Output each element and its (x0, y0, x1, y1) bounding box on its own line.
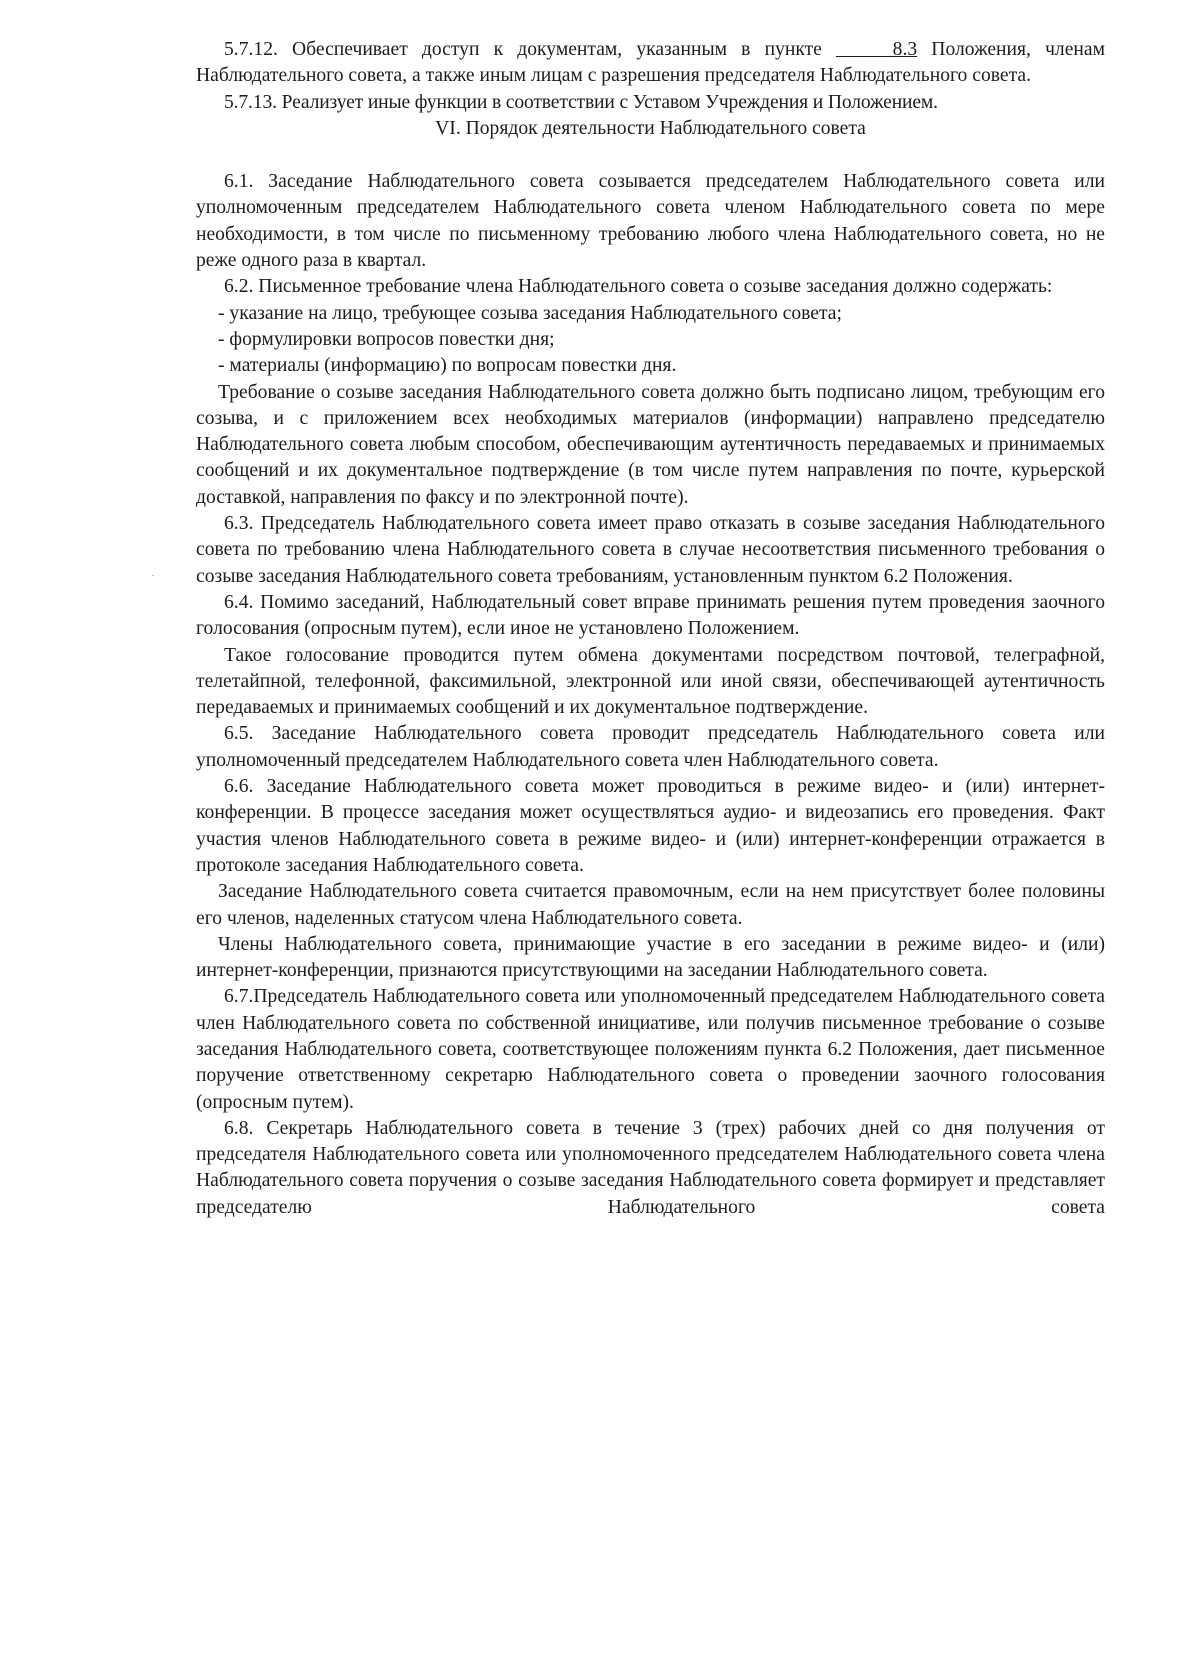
clause-6-2: 6.2. Письменное требование члена Наблюдательного совета о созыве заседания должно содержать: (224, 276, 1053, 298)
reference-blank (836, 39, 893, 60)
scan-speck (152, 575, 154, 576)
clause-reference-number: 8.3 (892, 39, 918, 60)
clause-5-7-12 (196, 37, 1105, 90)
clause-6-4-voting: Такое голосование проводится путем обмена документами посредством почтовой, телеграфной, телетайпной, телефонной, факсимильной, электронной или иной связи, обеспечивающей аутентичность передаваемых и принимаемых сообщений и их документальное подтверждение. (196, 644, 1105, 719)
clause-6-4: 6.4. Помимо заседаний, Наблюдательный совет вправе принимать решения путем проведения заочного голосования (опросным путем), если иное не установлено Положением. (196, 591, 1105, 640)
clause-6-7: 6.7.Председатель Наблюдательного совета или уполномоченный председателем Наблюдательного совета член Наблюдательного совета по собственной инициативе, или получив письменное требование о созыве заседания Наблюдательного совета, соответствующее положениям пункта 6.2 Положения, дает письменное поручение ответственному секретарю Наблюдательного совета о проведении заочного голосования (опросным путем). (196, 986, 1105, 1113)
clause-reference-blank (836, 39, 917, 60)
clause-6-3: 6.3. Председатель Наблюдательного совета имеет право отказать в созыве заседания Наблюдательного совета по требованию члена Наблюдательного совета в случае несоответствия письменного требования о созыве заседания Наблюдательного совета требованиям, установленным пунктом 6.2 Положения. (196, 513, 1105, 587)
clause-6-2-requirement: Требование о созыве заседания Наблюдательного совета должно быть подписано лицом, требующим его созыва, и с приложением всех необходимых материалов (информации) направлено председателю Наблюдательного совета любым способом, обеспечивающим аутентичность передаваемых и принимаемых сообщений и их документальное подтверждение (в том числе путем направления по почте, курьерской доставкой, направления по факсу и по электронной почте). (196, 381, 1105, 508)
clause-6-2-list-item: - указание на лицо, требующее созыва заседания Наблюдательного совета; (218, 302, 842, 324)
clause-6-2-list-item: - материалы (информацию) по вопросам повестки дня. (218, 355, 677, 377)
section-spacer (196, 142, 1105, 169)
clause-6-2-list-item: - формулировки вопросов повестки дня; (218, 328, 555, 350)
clause-6-1: 6.1. Заседание Наблюдательного совета созывается председателем Наблюдательного совета или уполномоченным председателем Наблюдательного совета членом Наблюдательного совета по мере необходимости, в том числе по письменному требованию любого члена Наблюдательного совета, но не реже одного раза в квартал. (196, 171, 1105, 272)
clause-6-8: 6.8. Секретарь Наблюдательного совета в течение 3 (трех) рабочих дней со дня получения от председателя Наблюдательного совета или уполномоченного председателем Наблюдательного совета члена Наблюдательного совета поручения о созыве заседания Наблюдательного совета формирует и представляет председателю Наблюдательного совета (196, 1117, 1105, 1218)
clause-6-5: 6.5. Заседание Наблюдательного совета проводит председатель Наблюдательного совета или уполномоченный председателем Наблюдательного совета член Наблюдательного совета. (196, 723, 1105, 771)
clause-5-7-13: 5.7.13. Реализует иные функции в соответствии с Уставом Учреждения и Положением. (224, 91, 938, 113)
clause-6-6-participants: Члены Наблюдательного совета, принимающие участие в его заседании в режиме видео- и (или) интернет-конференции, признаются присутствующими на заседании Наблюдательного совета. (196, 933, 1105, 982)
clause-6-6: 6.6. Заседание Наблюдательного совета может проводиться в режиме видео- и (или) интернет-конференции. В процессе заседания может осуществляться аудио- и видеозапись его проведения. Факт участия членов Наблюдательного совета в режиме видео- и (или) интернет-конференции отражается в протоколе заседания Наблюдательного совета. (196, 776, 1105, 876)
clause-6-6-quorum: Заседание Наблюдательного совета считается правомочным, если на нем присутствует более половины его членов, наделенных статусом члена Наблюдательного совета. (196, 881, 1105, 929)
section-title: VI. Порядок деятельности Наблюдательного совета (435, 117, 866, 139)
clause-5-7-12-text: 5.7.12. Обеспечивает доступ к документам, указанным в пункте (224, 39, 822, 60)
clause-5-7-12-continuation: Положения, членам Наблюдательного совета, а также иным лицам с разрешения председателя Наблюдательного совета. (196, 39, 1105, 87)
